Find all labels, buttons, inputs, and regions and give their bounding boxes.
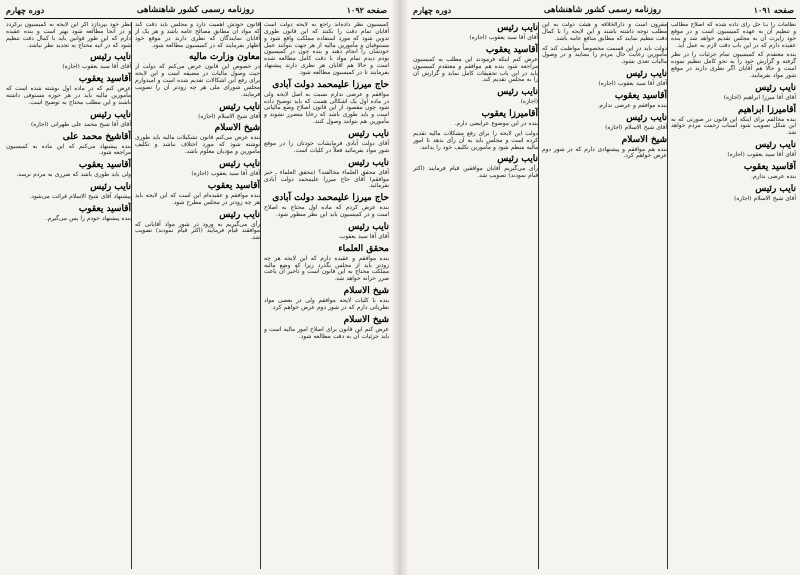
speech-text: بنده پیشنهاد خودم را پس می‌گیرم. bbox=[45, 215, 131, 222]
speech-block bbox=[6, 74, 131, 107]
speaker-name: نایب رئیس bbox=[90, 109, 131, 120]
speaker-name: نایب رئیس bbox=[219, 158, 260, 169]
speech-text: بنده عرض می‌کنم قانون تشکیلات مالیه باید طوری نوشته شود که مورد اختلاف نباشد و تکلیف مأمورین و مؤدیان معلوم باشد. bbox=[135, 135, 260, 156]
speaker-name: نایب رئیس bbox=[497, 23, 538, 33]
speaker-name: نایب رئیس bbox=[755, 82, 796, 93]
speech-block bbox=[413, 109, 538, 128]
speaker-name: نایب رئیس bbox=[219, 209, 260, 220]
speech-block bbox=[264, 193, 389, 219]
speaker-name: شیخ الاسلام bbox=[343, 314, 389, 325]
speaker-name: آقاسید یعقوب bbox=[78, 203, 131, 214]
column bbox=[671, 22, 796, 571]
speech-block bbox=[671, 162, 796, 181]
speaker-name: نایب رئیس bbox=[497, 154, 538, 165]
speech-text: آقای آقا سید یعقوب (اجازه) bbox=[469, 35, 538, 41]
speech-block bbox=[671, 22, 796, 49]
left-page bbox=[0, 0, 393, 575]
speech-text: دولت باید در این قسمت مخصوصاً مواظبت کند که مأمورین رعایت حال مردم را بنمایند و در وصول مالیات تعدی نشود. bbox=[542, 45, 667, 66]
speech-text: نظامات را بـا حل رأی داده شده که اصلاح مطالب و تنظیم آن به عهده کمیسیون است و در موقع خود راپرت آن به مجلس تقدیم خواهد شد و بنده عقیده دارم که در این باب دقت لازم به عمل آید. bbox=[671, 22, 796, 49]
right-page-header bbox=[413, 3, 794, 17]
header-rule bbox=[411, 18, 796, 19]
page-number: صفحه ۱۰۹۲ bbox=[346, 5, 387, 15]
speech-block bbox=[413, 45, 538, 84]
column bbox=[135, 22, 260, 571]
speech-block bbox=[6, 52, 131, 71]
speech-text: بنده معتقدم که کمیسیون تمام جزئیات را در نظر گرفته و گزارش خود را به نحو کامل تنظیم نموده است و حالا هم آقایان اگر نظری دارند در موقع شور مواد بفرمایند. bbox=[671, 52, 796, 79]
speaker-name: نایب رئیس bbox=[755, 183, 796, 194]
column bbox=[264, 22, 389, 571]
speaker-name: آقاشیخ محمد علی bbox=[62, 131, 131, 142]
right-page bbox=[407, 0, 800, 575]
speech-text: آقای شیخ الاسلام (اجازه) bbox=[734, 195, 796, 202]
speaker-name: نایب رئیس bbox=[755, 140, 796, 151]
speech-text: نظر خود بپردازد اگر این لایحه به کمیسیون برگردد و در آنجا مطالعه شود بهتر است و بنده عقیده دارم که این طور قوانین باید با کمال دقت تنظیم شود که در آتیه محتاج به تجدید نظر نباشد. bbox=[6, 22, 131, 49]
speaker-name: آقاسید یعقوب bbox=[485, 44, 538, 55]
speech-text: قانون خودش اهمیت دارد و مجلس باید دقت کند که مواد آن مطابق مصالح عامه باشد و هر یک از آقایان نمایندگان که نظری دارند در موقع خود اظهار بفرمایند که در کمیسیون مطالعه شود. bbox=[135, 22, 260, 49]
speech-text: بنده موافقم و عقیده‌ام این است که این لایحه باید هر چه زودتر در مجلس مطرح شود. bbox=[135, 192, 260, 206]
page-gutter bbox=[393, 0, 407, 575]
column bbox=[6, 22, 131, 571]
speech-text: در خصوص این قانون عرض می‌کنم که دولت از حیث وصول مالیات در مضیقه است و این لایحه برای رفع این اشکالات تقدیم شده است و امیدوارم مجلس شورای ملی هر چه زودتر آن را تصویب فرمایند. bbox=[135, 64, 260, 98]
speech-block bbox=[6, 160, 131, 179]
speech-block bbox=[135, 52, 260, 98]
speech-text: بنده در این موضوع عرایضی دارم. bbox=[454, 121, 538, 128]
speech-block bbox=[413, 87, 538, 106]
column bbox=[542, 22, 667, 571]
speech-block bbox=[264, 129, 389, 155]
column-divider bbox=[538, 22, 539, 569]
speech-block bbox=[413, 154, 538, 180]
speech-text: آقای آقا میرزا ابراهیم (اجازه) bbox=[723, 94, 796, 101]
speaker-name: آقاسید یعقوب bbox=[743, 161, 796, 172]
speech-block bbox=[6, 132, 131, 158]
column bbox=[413, 22, 538, 571]
speaker-name: آقامیرزا ابراهیم bbox=[738, 104, 796, 115]
speech-text: آقای آقا سید یعقوب (اجازه) bbox=[62, 64, 131, 71]
speech-text: آقای آقا سید یعقوب (اجازه) bbox=[598, 81, 667, 88]
speech-block bbox=[413, 23, 538, 42]
speech-text: بنده پیشنهاد می‌کنم که این ماده به کمیسیون مراجعه شود. bbox=[6, 143, 131, 157]
speech-text: آقای آقا سید یعقوب (اجازه) bbox=[191, 170, 260, 177]
page-number: صفحه ۱۰۹۱ bbox=[753, 5, 794, 15]
speech-block bbox=[264, 80, 389, 126]
speech-block bbox=[264, 244, 389, 283]
speaker-name: نایب رئیس bbox=[348, 221, 389, 232]
speech-text: آقای شیخ الاسلام (اجازه) bbox=[198, 113, 260, 120]
speech-block bbox=[413, 131, 538, 152]
speech-text: رأی می‌گیریم به ورود در شور مواد آقایانی که موافقند قیام فرمایند (اکثر قیام نمودند) تصویب شد. bbox=[135, 221, 260, 242]
speaker-name: نایب رئیس bbox=[348, 157, 389, 168]
speech-text: بنده موافقم و عرضی ندارم. bbox=[597, 102, 667, 109]
speech-block bbox=[135, 181, 260, 207]
speech-text: کمیسیون نظر داده‌اند راجع به لایحه دولت است آقایان تمام دقت را بکنند که این قانون طوری تدوین شود که مورد استفاده مملکت واقع شود و مستوفیان و مأمورین مالیه از هر جهت بتوانند عمل خودشان را انجام دهند و بنده چون در کمیسیون بودم دیدم تمام مواد با دقت کامل مطالعه شده است و حالا هم آقایان هر نظری دارند پیشنهاد بفرمایند تا در کمیسیون مطالعه شود. bbox=[264, 22, 389, 76]
speech-block bbox=[671, 52, 796, 79]
speaker-name: نایب رئیس bbox=[497, 87, 538, 98]
newspaper-title: روزنامه رسمی کشور شاهنشاهی bbox=[543, 5, 661, 15]
speech-block bbox=[6, 22, 131, 49]
speaker-name: نایب رئیس bbox=[90, 182, 131, 193]
speech-text: (اجازه) bbox=[520, 99, 538, 106]
page-label: دوره چهارم bbox=[413, 5, 452, 15]
left-page-header bbox=[6, 3, 387, 17]
speech-block bbox=[542, 91, 667, 110]
speech-block bbox=[542, 46, 667, 67]
speech-block bbox=[264, 22, 389, 77]
column-divider bbox=[131, 22, 132, 569]
speech-block bbox=[542, 113, 667, 132]
speech-block bbox=[671, 184, 796, 203]
speech-block bbox=[264, 286, 389, 312]
speech-block bbox=[135, 159, 260, 178]
speech-block bbox=[6, 204, 131, 223]
column-divider bbox=[260, 22, 261, 569]
speech-text: بنده موافقم و عقیده دارم که این لایحه هر چه زودتر باید از مجلس بگذرد زیرا که وضع مالیه مملکت محتاج به این قانون است و تأخیر آن باعث ضرر خزانه خواهد شد. bbox=[264, 255, 389, 283]
speech-block bbox=[6, 182, 131, 201]
speech-block bbox=[671, 105, 796, 138]
speech-text: ولی باید طوری باشد که ضرری به مردم نرسد. bbox=[16, 172, 131, 179]
speaker-name: آقاسید یعقوب bbox=[207, 180, 260, 191]
speech-text: آقای محقق العلماء مخالفند؟ (محقق العلماء ـ خیر موافقم) آقای حاج میرزا علیمحمد دولت آبادی بفرمائید. bbox=[264, 169, 389, 190]
speech-block bbox=[135, 102, 260, 121]
speaker-name: آقاسید یعقوب bbox=[78, 74, 131, 85]
speech-block bbox=[542, 69, 667, 88]
speech-text: رأی می‌گیریم آقایان موافقین قیام فرمایند (اکثر قیام نمودند) تصویب شد. bbox=[413, 166, 538, 180]
speech-text: آقای دولت آبادی فرمایشات خودتان را در موقع شور مواد بفرمائید فعلاً در کلیات است. bbox=[264, 140, 389, 154]
speech-block bbox=[264, 222, 389, 241]
speech-block bbox=[264, 315, 389, 341]
speaker-name: معاون وزارت مالیه bbox=[189, 52, 260, 63]
newspaper-title: روزنامه رسمی کشور شاهنشاهی bbox=[136, 5, 254, 15]
speech-text: آقای آقا سید یعقوب. bbox=[338, 233, 389, 240]
speech-text: موافقم و عرضی ندارم نسبت به اصل لایحه ولی در ماده اول یک اشکالی هست که باید توضیح داده شود چون مقصود از این قانون اصلاح وضع مالیاتی است و باید طوری باشد که رعایا متضرر نشوند و مأمورین هم بتوانند وصول کنند. bbox=[264, 91, 389, 126]
speaker-name: محقق العلماء bbox=[338, 243, 389, 254]
column-divider bbox=[667, 22, 668, 569]
speaker-name: نایب رئیس bbox=[626, 69, 667, 80]
speaker-name: نایب رئیس bbox=[90, 52, 131, 63]
speaker-name: نایب رئیس bbox=[348, 128, 389, 139]
speaker-name: شیخ الاسلام bbox=[343, 286, 389, 297]
page-label: دوره چهارم bbox=[6, 5, 45, 15]
speech-block bbox=[671, 140, 796, 159]
speech-text: عرض کنم اینکه فرمودند این مطلب به کمیسیون مراجعه شود بنده هم موافقم و معتقدم کمیسیون باید در این باب تحقیقات کامل نماید و گزارش آن را به مجلس تقدیم کند. bbox=[413, 56, 538, 84]
speaker-name: شیخ الاسلام bbox=[214, 123, 260, 134]
speech-text: مقرون است و دارالخلافه و هیئت دولت به این مطلب توجه داشته باشند و این لایحه را با کمال دقت تنظیم نمایند که مطابق منافع عامه باشد. bbox=[542, 22, 667, 42]
speech-block bbox=[6, 110, 131, 129]
speech-text: پیشنهاد آقای شیخ الاسلام قرائت می‌شود. bbox=[29, 194, 131, 201]
speech-text: بنده با کلیات لایحه موافقم ولی در بعضی مواد نظریاتی دارم که در شور دوم عرض خواهم کرد. bbox=[264, 298, 389, 311]
speaker-name: آقاسید یعقوب bbox=[614, 90, 667, 101]
speech-text: عرض کنم که در ماده اول نوشته شده است که مأمورین مالیه باید در هر حوزه مستوفی داشته باشند و این مطلب محتاج به توضیح است. bbox=[6, 86, 131, 106]
speaker-name: آقاسید یعقوب bbox=[78, 160, 131, 171]
speech-text: بنده عرضی ندارم. bbox=[751, 173, 796, 180]
speech-block bbox=[135, 123, 260, 156]
speech-text: آقای آقا شیخ محمد علی طهرانی (اجازه) bbox=[31, 121, 131, 128]
speaker-name: حاج میرزا علیمحمد دولت آبادی bbox=[272, 79, 389, 90]
speech-block bbox=[135, 22, 260, 49]
speech-text: آقای شیخ الاسلام (اجازه) bbox=[605, 124, 667, 131]
speech-block bbox=[542, 22, 667, 43]
header-rule bbox=[4, 18, 389, 19]
speech-block bbox=[135, 210, 260, 243]
speech-text: بنده عرض کردم که ماده اول محتاج به اصلاح است و در کمیسیون باید این نظر منظور شود. bbox=[264, 205, 389, 219]
speech-text: عرض کنم این قانون برای اصلاح امور مالیه است و باید جزئیات آن به دقت مطالعه شود. bbox=[264, 326, 389, 340]
speaker-name: شیخ الاسلام bbox=[621, 134, 667, 145]
speaker-name: حاج میرزا علیمحمد دولت آبادی bbox=[272, 193, 389, 204]
speaker-name: نایب رئیس bbox=[626, 112, 667, 123]
speaker-name: آقامیرزا یعقوب bbox=[481, 109, 538, 120]
speech-block bbox=[542, 135, 667, 161]
speech-text: بنده هم موافقم و پیشنهادی دارم که در شور دوم عرض خواهم کرد. bbox=[542, 146, 667, 160]
speech-block bbox=[264, 158, 389, 191]
speech-text: بنده مخالفم برای اینکه این قانون در صورتی که به این شکل تصویب شود اسباب زحمت مردم خواهد شد. bbox=[671, 116, 796, 137]
speech-block bbox=[671, 83, 796, 102]
speech-text: آقای آقا سید یعقوب (اجازه) bbox=[727, 152, 796, 159]
speech-text: دولت این لایحه را برای رفع مشکلات مالیه تقدیم کرده است و مجلس باید به آن رأی بدهد تا امور مالیه منظم شود و مأمورین تکلیف خود را بدانند. bbox=[413, 130, 538, 151]
speaker-name: نایب رئیس bbox=[219, 101, 260, 112]
